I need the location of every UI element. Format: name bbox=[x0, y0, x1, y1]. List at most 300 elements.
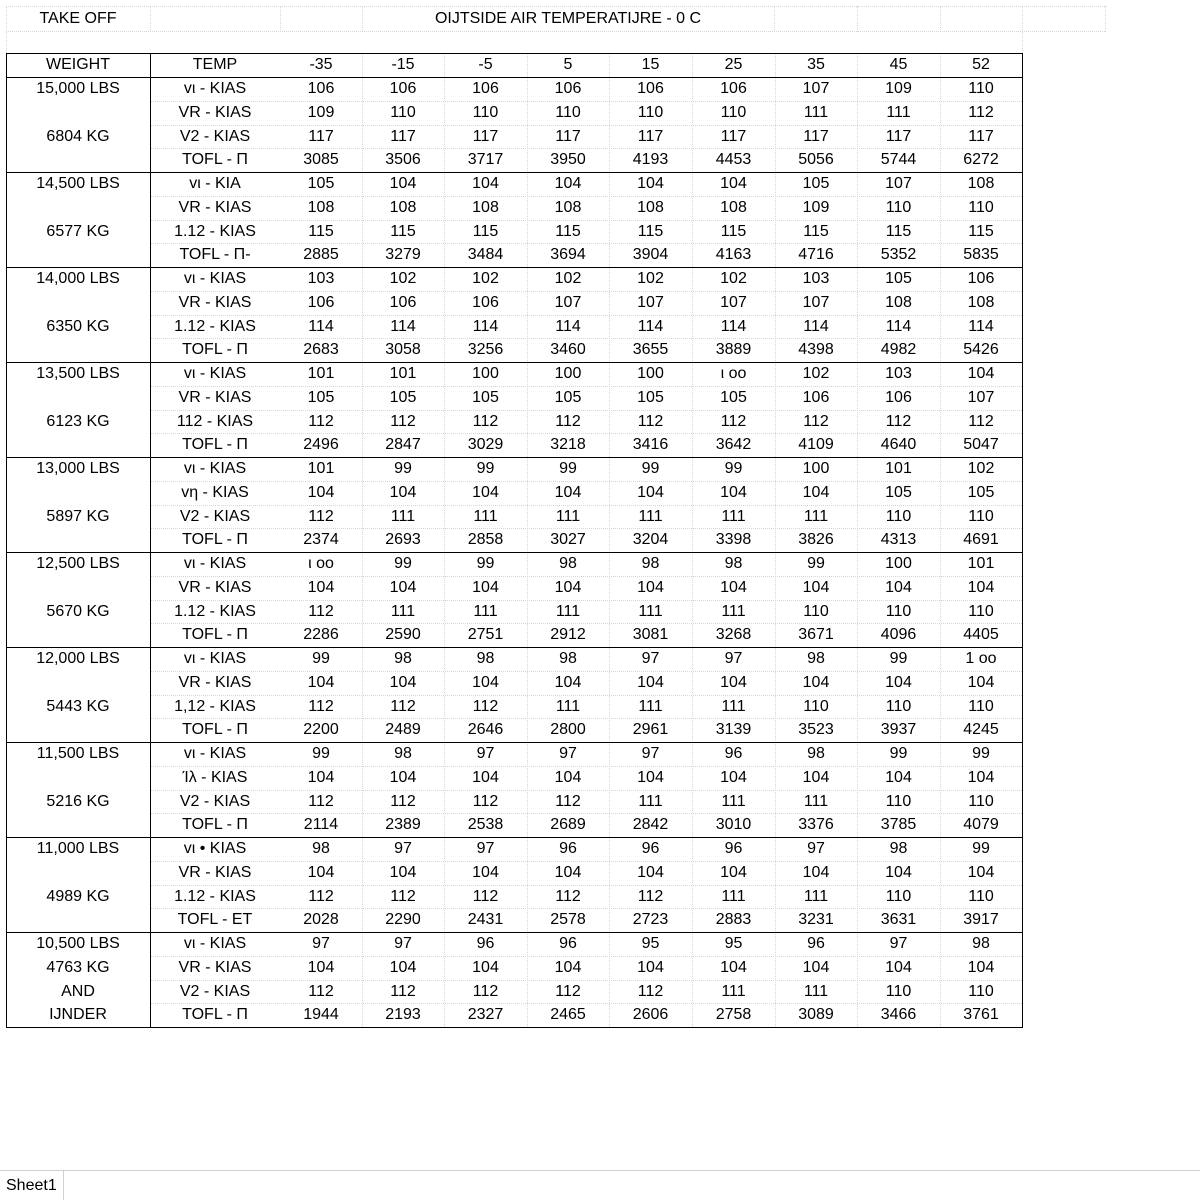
value-cell[interactable]: 97 bbox=[476, 745, 495, 762]
weight-cell[interactable]: 12,500 LBS bbox=[36, 555, 120, 572]
value-cell[interactable]: 104 bbox=[720, 863, 747, 881]
value-cell[interactable]: 104 bbox=[472, 673, 499, 691]
value-cell[interactable]: 114 bbox=[885, 317, 912, 335]
weight-cell[interactable]: 6804 KG bbox=[46, 127, 110, 145]
weight-cell[interactable]: 6123 KG bbox=[46, 412, 110, 430]
value-cell[interactable]: 3655 bbox=[632, 341, 669, 359]
value-cell[interactable]: 4405 bbox=[963, 626, 999, 644]
value-cell[interactable]: 99 bbox=[312, 745, 330, 762]
value-cell[interactable]: 104 bbox=[802, 863, 830, 881]
value-cell[interactable]: 3139 bbox=[715, 721, 752, 739]
weight-cell[interactable]: 12,000 LBS bbox=[36, 650, 120, 667]
value-cell[interactable]: 97 bbox=[394, 935, 412, 952]
value-cell[interactable]: 111 bbox=[390, 507, 416, 525]
value-cell[interactable]: 112 bbox=[390, 792, 416, 810]
value-cell[interactable]: 110 bbox=[968, 792, 994, 810]
value-cell[interactable]: 112 bbox=[555, 792, 581, 810]
value-cell[interactable]: 111 bbox=[803, 887, 829, 905]
value-cell[interactable]: 2114 bbox=[303, 816, 339, 834]
value-cell[interactable]: 5744 bbox=[880, 151, 917, 169]
value-cell[interactable]: 99 bbox=[889, 650, 908, 667]
value-cell[interactable]: 102 bbox=[389, 270, 417, 287]
value-cell[interactable]: 96 bbox=[476, 935, 495, 952]
value-cell[interactable]: 103 bbox=[802, 270, 830, 287]
value-cell[interactable]: 3231 bbox=[798, 911, 834, 929]
value-cell[interactable]: 112 bbox=[308, 792, 334, 810]
value-cell[interactable]: 4109 bbox=[798, 436, 834, 454]
value-cell[interactable]: 100 bbox=[885, 555, 912, 572]
value-cell[interactable]: 104 bbox=[472, 958, 499, 976]
value-cell[interactable]: 111 bbox=[721, 697, 746, 715]
value-cell[interactable]: 110 bbox=[885, 602, 912, 620]
value-cell[interactable]: 3279 bbox=[385, 246, 421, 264]
value-cell[interactable]: 96 bbox=[559, 935, 577, 952]
value-cell[interactable]: 112 bbox=[885, 412, 912, 430]
value-cell[interactable]: 2286 bbox=[303, 626, 339, 644]
value-cell[interactable]: 2961 bbox=[632, 721, 669, 739]
value-cell[interactable]: 3398 bbox=[715, 531, 752, 549]
value-cell[interactable]: 96 bbox=[641, 840, 660, 857]
speed-label-cell[interactable]: TOFL - Π- bbox=[179, 246, 251, 264]
value-cell[interactable]: 97 bbox=[312, 935, 330, 952]
value-cell[interactable]: 111 bbox=[886, 103, 911, 121]
value-cell[interactable]: 3466 bbox=[880, 1006, 917, 1024]
value-cell[interactable]: 3826 bbox=[798, 531, 834, 549]
value-cell[interactable]: 111 bbox=[638, 792, 663, 810]
value-cell[interactable]: 110 bbox=[968, 697, 994, 715]
value-cell[interactable]: 110 bbox=[720, 103, 747, 121]
weight-cell[interactable]: 6350 KG bbox=[46, 317, 110, 335]
speed-label-cell[interactable]: VR - KIAS bbox=[178, 578, 252, 596]
value-cell[interactable]: 110 bbox=[555, 103, 581, 121]
speed-label-cell[interactable]: TOFL - Π bbox=[182, 436, 248, 454]
value-cell[interactable]: 98 bbox=[807, 745, 825, 762]
value-cell[interactable]: 111 bbox=[721, 982, 746, 1000]
value-cell[interactable]: 2693 bbox=[385, 531, 421, 549]
value-cell[interactable]: 114 bbox=[720, 317, 747, 335]
value-cell[interactable]: 3204 bbox=[632, 531, 669, 549]
value-cell[interactable]: 105 bbox=[554, 388, 582, 406]
value-cell[interactable]: 111 bbox=[721, 602, 746, 620]
value-cell[interactable]: 104 bbox=[720, 673, 747, 691]
value-cell[interactable]: 97 bbox=[724, 650, 743, 667]
value-cell[interactable]: 3937 bbox=[880, 721, 917, 739]
value-cell[interactable]: 3694 bbox=[550, 246, 586, 264]
value-cell[interactable]: 2590 bbox=[385, 626, 421, 644]
value-cell[interactable]: 112 bbox=[308, 602, 334, 620]
value-cell[interactable]: 104 bbox=[554, 768, 582, 786]
value-cell[interactable]: 112 bbox=[637, 982, 664, 1000]
value-cell[interactable]: 114 bbox=[555, 317, 581, 335]
value-cell[interactable]: 112 bbox=[555, 412, 581, 430]
value-cell[interactable]: 107 bbox=[637, 293, 664, 311]
value-cell[interactable]: 105 bbox=[885, 483, 912, 501]
value-cell[interactable]: 3761 bbox=[963, 1006, 999, 1024]
weight-cell[interactable]: 6577 KG bbox=[46, 222, 110, 240]
speed-label-cell[interactable]: TOFL - Π bbox=[182, 721, 248, 739]
weight-cell[interactable]: 13,000 LBS bbox=[36, 460, 120, 477]
value-cell[interactable]: 117 bbox=[390, 127, 416, 145]
speed-label-cell[interactable]: vη - KIAS bbox=[181, 483, 249, 501]
value-cell[interactable]: 104 bbox=[389, 958, 417, 976]
value-cell[interactable]: 114 bbox=[472, 317, 499, 335]
value-cell[interactable]: 102 bbox=[802, 365, 830, 382]
value-cell[interactable]: 2858 bbox=[467, 531, 504, 549]
value-cell[interactable]: 112 bbox=[390, 887, 416, 905]
speed-label-cell[interactable]: V2 - KIAS bbox=[179, 127, 251, 145]
value-cell[interactable]: 105 bbox=[802, 175, 830, 192]
value-cell[interactable]: 5835 bbox=[963, 246, 999, 264]
value-cell[interactable]: 104 bbox=[967, 578, 995, 596]
value-cell[interactable]: 3917 bbox=[963, 911, 999, 929]
value-cell[interactable]: 4079 bbox=[963, 816, 999, 834]
weight-cell[interactable]: 5216 KG bbox=[46, 792, 110, 810]
value-cell[interactable]: 110 bbox=[637, 103, 664, 121]
weight-cell[interactable]: 11,500 LBS bbox=[36, 745, 120, 762]
value-cell[interactable]: 2646 bbox=[467, 721, 504, 739]
value-cell[interactable]: 2847 bbox=[385, 436, 421, 454]
value-cell[interactable]: 111 bbox=[473, 602, 498, 620]
speed-label-cell[interactable]: TOFL - Π bbox=[182, 816, 248, 834]
value-cell[interactable]: 2200 bbox=[303, 721, 339, 739]
value-cell[interactable]: 104 bbox=[637, 863, 664, 881]
weight-cell[interactable]: 15,000 LBS bbox=[36, 80, 120, 97]
value-cell[interactable]: 99 bbox=[476, 460, 495, 477]
value-cell[interactable]: 111 bbox=[555, 602, 581, 620]
value-cell[interactable]: 112 bbox=[390, 982, 416, 1000]
value-cell[interactable]: 112 bbox=[308, 507, 334, 525]
value-cell[interactable]: 104 bbox=[307, 768, 335, 786]
value-cell[interactable]: 114 bbox=[803, 317, 829, 335]
value-cell[interactable]: ι oo bbox=[720, 365, 747, 382]
value-cell[interactable]: 110 bbox=[885, 982, 912, 1000]
value-cell[interactable]: 104 bbox=[637, 175, 664, 192]
value-cell[interactable]: 115 bbox=[803, 222, 829, 240]
value-cell[interactable]: 104 bbox=[307, 483, 335, 501]
value-cell[interactable]: 2912 bbox=[550, 626, 586, 644]
value-cell[interactable]: 98 bbox=[559, 650, 577, 667]
value-cell[interactable]: 112 bbox=[308, 412, 334, 430]
speed-label-cell[interactable]: vι - KIAS bbox=[183, 365, 247, 382]
title-take-off[interactable]: TAKE OFF bbox=[39, 10, 117, 27]
speed-label-cell[interactable]: VR - KIAS bbox=[178, 293, 252, 311]
value-cell[interactable]: 108 bbox=[967, 175, 995, 192]
value-cell[interactable]: 2290 bbox=[385, 911, 421, 929]
value-cell[interactable]: 112 bbox=[637, 412, 664, 430]
value-cell[interactable]: 3268 bbox=[715, 626, 752, 644]
value-cell[interactable]: 108 bbox=[472, 198, 499, 216]
value-cell[interactable]: 108 bbox=[720, 198, 747, 216]
value-cell[interactable]: 104 bbox=[637, 768, 664, 786]
weight-cell[interactable]: AND bbox=[61, 982, 95, 1000]
value-cell[interactable]: 2465 bbox=[550, 1006, 586, 1024]
value-cell[interactable]: 102 bbox=[554, 270, 582, 287]
value-cell[interactable]: 112 bbox=[555, 982, 581, 1000]
value-cell[interactable]: 4096 bbox=[880, 626, 917, 644]
value-cell[interactable]: 100 bbox=[554, 365, 582, 382]
value-cell[interactable]: 99 bbox=[807, 555, 825, 572]
speed-label-cell[interactable]: V2 - KIAS bbox=[179, 507, 251, 525]
value-cell[interactable]: 99 bbox=[972, 745, 990, 762]
value-cell[interactable]: 99 bbox=[559, 460, 577, 477]
speed-label-cell[interactable]: TOFL - Π bbox=[182, 531, 248, 549]
value-cell[interactable]: 103 bbox=[307, 270, 335, 287]
value-cell[interactable]: 99 bbox=[394, 555, 412, 572]
value-cell[interactable]: 4163 bbox=[715, 246, 752, 264]
value-cell[interactable]: 111 bbox=[803, 507, 829, 525]
value-cell[interactable]: 114 bbox=[968, 317, 994, 335]
value-cell[interactable]: 3218 bbox=[550, 436, 586, 454]
value-cell[interactable]: 3889 bbox=[715, 341, 752, 359]
value-cell[interactable]: 111 bbox=[390, 602, 416, 620]
speed-label-cell[interactable]: Ίλ - KIAS bbox=[182, 768, 248, 786]
value-cell[interactable]: 104 bbox=[472, 768, 499, 786]
value-cell[interactable]: 111 bbox=[721, 507, 746, 525]
sheet-tab-sheet1[interactable]: Sheet1 bbox=[0, 1171, 64, 1200]
value-cell[interactable]: 2885 bbox=[303, 246, 339, 264]
value-cell[interactable]: 112 bbox=[968, 103, 994, 121]
value-cell[interactable]: 108 bbox=[307, 198, 335, 216]
weight-cell[interactable]: 4763 KG bbox=[46, 958, 110, 976]
value-cell[interactable]: 104 bbox=[802, 768, 830, 786]
value-cell[interactable]: 104 bbox=[720, 578, 747, 596]
value-cell[interactable]: 110 bbox=[472, 103, 499, 121]
value-cell[interactable]: 110 bbox=[968, 602, 994, 620]
value-cell[interactable]: 104 bbox=[967, 673, 995, 691]
value-cell[interactable]: 96 bbox=[807, 935, 825, 952]
value-cell[interactable]: 6272 bbox=[963, 151, 999, 169]
speed-label-cell[interactable]: VR - KIAS bbox=[178, 103, 252, 121]
value-cell[interactable]: 104 bbox=[389, 673, 417, 691]
value-cell[interactable]: 2578 bbox=[550, 911, 586, 929]
value-cell[interactable]: 102 bbox=[637, 270, 664, 287]
weight-cell[interactable]: IJNDER bbox=[49, 1006, 107, 1024]
value-cell[interactable]: 104 bbox=[637, 673, 664, 691]
value-cell[interactable]: 99 bbox=[641, 460, 660, 477]
value-cell[interactable]: 109 bbox=[885, 80, 912, 97]
speed-label-cell[interactable]: TOFL - ET bbox=[177, 911, 253, 929]
value-cell[interactable]: 104 bbox=[554, 483, 582, 501]
value-cell[interactable]: 104 bbox=[802, 578, 830, 596]
value-cell[interactable]: 4245 bbox=[963, 721, 999, 739]
value-cell[interactable]: 110 bbox=[968, 982, 994, 1000]
value-cell[interactable]: 104 bbox=[637, 578, 664, 596]
value-cell[interactable]: 112 bbox=[472, 982, 499, 1000]
value-cell[interactable]: 110 bbox=[968, 198, 994, 216]
value-cell[interactable]: 104 bbox=[389, 578, 417, 596]
speed-label-cell[interactable]: VR - KIAS bbox=[178, 388, 252, 406]
speed-label-cell[interactable]: vι - KIAS bbox=[183, 80, 247, 97]
value-cell[interactable]: 2431 bbox=[467, 911, 504, 929]
weight-cell[interactable]: 13,500 LBS bbox=[36, 365, 120, 382]
value-cell[interactable]: 108 bbox=[637, 198, 664, 216]
value-cell[interactable]: 111 bbox=[555, 697, 581, 715]
value-cell[interactable]: 104 bbox=[802, 673, 830, 691]
value-cell[interactable]: 110 bbox=[885, 792, 912, 810]
value-cell[interactable]: 3081 bbox=[632, 626, 669, 644]
value-cell[interactable]: 95 bbox=[724, 935, 743, 952]
value-cell[interactable]: 98 bbox=[312, 840, 330, 857]
value-cell[interactable]: 108 bbox=[554, 198, 582, 216]
value-cell[interactable]: 112 bbox=[472, 412, 499, 430]
value-cell[interactable]: 4716 bbox=[798, 246, 834, 264]
value-cell[interactable]: 95 bbox=[641, 935, 660, 952]
value-cell[interactable]: 112 bbox=[472, 697, 499, 715]
speed-label-cell[interactable]: TOFL - Π bbox=[182, 1006, 248, 1024]
value-cell[interactable]: 4982 bbox=[880, 341, 917, 359]
value-cell[interactable]: 104 bbox=[472, 578, 499, 596]
header-cell[interactable]: 15 bbox=[641, 56, 660, 73]
value-cell[interactable]: 110 bbox=[885, 198, 912, 216]
weight-cell[interactable]: 5443 KG bbox=[46, 697, 110, 715]
value-cell[interactable]: 112 bbox=[555, 887, 581, 905]
value-cell[interactable]: 106 bbox=[720, 80, 747, 97]
value-cell[interactable]: 2689 bbox=[550, 816, 586, 834]
weight-cell[interactable]: 5670 KG bbox=[46, 602, 110, 620]
value-cell[interactable]: 110 bbox=[968, 507, 994, 525]
value-cell[interactable]: 110 bbox=[803, 697, 829, 715]
value-cell[interactable]: 99 bbox=[972, 840, 990, 857]
value-cell[interactable]: 3256 bbox=[467, 341, 504, 359]
value-cell[interactable]: 106 bbox=[554, 80, 582, 97]
speed-label-cell[interactable]: 1,12 - KIAS bbox=[174, 697, 256, 715]
value-cell[interactable]: 96 bbox=[559, 840, 577, 857]
value-cell[interactable]: 106 bbox=[307, 80, 335, 97]
weight-cell[interactable]: 10,500 LBS bbox=[36, 935, 120, 952]
value-cell[interactable]: 111 bbox=[638, 507, 663, 525]
value-cell[interactable]: 112 bbox=[637, 887, 664, 905]
value-cell[interactable]: 104 bbox=[885, 673, 912, 691]
value-cell[interactable]: 114 bbox=[637, 317, 664, 335]
value-cell[interactable]: 2723 bbox=[632, 911, 669, 929]
value-cell[interactable]: 106 bbox=[472, 293, 499, 311]
value-cell[interactable]: 4691 bbox=[963, 531, 999, 549]
value-cell[interactable]: 111 bbox=[555, 507, 581, 525]
speed-label-cell[interactable]: 112 - KIAS bbox=[176, 412, 254, 430]
value-cell[interactable]: 5056 bbox=[798, 151, 834, 169]
value-cell[interactable]: 2800 bbox=[550, 721, 586, 739]
value-cell[interactable]: 107 bbox=[802, 80, 830, 97]
value-cell[interactable]: 4398 bbox=[798, 341, 834, 359]
value-cell[interactable]: 107 bbox=[802, 293, 830, 311]
value-cell[interactable]: 104 bbox=[720, 768, 747, 786]
value-cell[interactable]: 99 bbox=[724, 460, 743, 477]
value-cell[interactable]: 99 bbox=[889, 745, 908, 762]
speed-label-cell[interactable]: V2 - KIAS bbox=[179, 982, 251, 1000]
value-cell[interactable]: 4453 bbox=[715, 151, 752, 169]
value-cell[interactable]: 3484 bbox=[467, 246, 504, 264]
value-cell[interactable]: 115 bbox=[968, 222, 994, 240]
value-cell[interactable]: 3717 bbox=[467, 151, 504, 169]
value-cell[interactable]: 112 bbox=[803, 412, 829, 430]
title-outside-air-temperature[interactable]: OIJTSIDE AIR TEMPERATIJRE - 0 C bbox=[434, 10, 702, 27]
value-cell[interactable]: 117 bbox=[472, 127, 499, 145]
value-cell[interactable]: 3904 bbox=[632, 246, 669, 264]
value-cell[interactable]: 114 bbox=[390, 317, 416, 335]
speed-label-cell[interactable]: TOFL - Π bbox=[182, 341, 248, 359]
value-cell[interactable]: 110 bbox=[803, 602, 829, 620]
header-cell[interactable]: WEIGHT bbox=[46, 56, 110, 73]
value-cell[interactable]: 100 bbox=[802, 460, 830, 477]
value-cell[interactable]: 105 bbox=[307, 175, 335, 192]
value-cell[interactable]: 2683 bbox=[303, 341, 339, 359]
value-cell[interactable]: 107 bbox=[885, 175, 912, 192]
header-cell[interactable]: -5 bbox=[478, 56, 493, 73]
value-cell[interactable]: 4193 bbox=[632, 151, 669, 169]
value-cell[interactable]: 3089 bbox=[798, 1006, 834, 1024]
value-cell[interactable]: 1 oo bbox=[965, 650, 997, 667]
value-cell[interactable]: 104 bbox=[885, 768, 912, 786]
value-cell[interactable]: 97 bbox=[889, 935, 908, 952]
value-cell[interactable]: 3460 bbox=[550, 341, 586, 359]
value-cell[interactable]: 104 bbox=[554, 578, 582, 596]
value-cell[interactable]: 112 bbox=[968, 412, 994, 430]
weight-cell[interactable]: 14,000 LBS bbox=[36, 270, 120, 287]
value-cell[interactable]: 105 bbox=[967, 483, 995, 501]
value-cell[interactable]: 97 bbox=[559, 745, 577, 762]
value-cell[interactable]: 104 bbox=[472, 483, 499, 501]
value-cell[interactable]: 2751 bbox=[467, 626, 504, 644]
header-cell[interactable]: 45 bbox=[889, 56, 908, 73]
value-cell[interactable]: 104 bbox=[389, 768, 417, 786]
value-cell[interactable]: 4640 bbox=[880, 436, 917, 454]
value-cell[interactable]: 100 bbox=[637, 365, 664, 382]
speed-label-cell[interactable]: TOFL - Π bbox=[182, 151, 248, 169]
value-cell[interactable]: 100 bbox=[472, 365, 499, 382]
value-cell[interactable]: 104 bbox=[389, 483, 417, 501]
value-cell[interactable]: 96 bbox=[724, 745, 743, 762]
value-cell[interactable]: 3671 bbox=[798, 626, 834, 644]
value-cell[interactable]: 98 bbox=[476, 650, 495, 667]
speed-label-cell[interactable]: vι - KIAS bbox=[183, 745, 247, 762]
value-cell[interactable]: 97 bbox=[641, 745, 660, 762]
value-cell[interactable]: 2758 bbox=[715, 1006, 752, 1024]
value-cell[interactable]: 112 bbox=[390, 697, 416, 715]
value-cell[interactable]: 104 bbox=[885, 958, 912, 976]
value-cell[interactable]: 2374 bbox=[303, 531, 339, 549]
value-cell[interactable]: 98 bbox=[394, 650, 412, 667]
value-cell[interactable]: 102 bbox=[472, 270, 499, 287]
value-cell[interactable]: 2389 bbox=[385, 816, 421, 834]
value-cell[interactable]: 115 bbox=[555, 222, 581, 240]
header-cell[interactable]: TEMP bbox=[192, 56, 238, 73]
value-cell[interactable]: 117 bbox=[720, 127, 747, 145]
value-cell[interactable]: 3010 bbox=[715, 816, 752, 834]
value-cell[interactable]: 104 bbox=[885, 863, 912, 881]
header-cell[interactable]: -15 bbox=[391, 56, 415, 73]
value-cell[interactable]: 110 bbox=[885, 697, 912, 715]
value-cell[interactable]: 106 bbox=[637, 80, 664, 97]
value-cell[interactable]: 104 bbox=[307, 863, 335, 881]
value-cell[interactable]: 104 bbox=[802, 483, 830, 501]
value-cell[interactable]: 98 bbox=[972, 935, 990, 952]
value-cell[interactable]: 104 bbox=[802, 958, 830, 976]
value-cell[interactable]: 105 bbox=[472, 388, 499, 406]
value-cell[interactable]: 111 bbox=[638, 697, 663, 715]
value-cell[interactable]: 117 bbox=[885, 127, 912, 145]
value-cell[interactable]: 2842 bbox=[632, 816, 669, 834]
value-cell[interactable]: 3523 bbox=[798, 721, 834, 739]
value-cell[interactable]: 108 bbox=[885, 293, 912, 311]
value-cell[interactable]: 3785 bbox=[880, 816, 917, 834]
value-cell[interactable]: 106 bbox=[967, 270, 995, 287]
value-cell[interactable]: 107 bbox=[720, 293, 747, 311]
speed-label-cell[interactable]: 1.12 - KIAS bbox=[174, 602, 256, 620]
value-cell[interactable]: 104 bbox=[967, 863, 995, 881]
value-cell[interactable]: 101 bbox=[885, 460, 912, 477]
value-cell[interactable]: 104 bbox=[554, 958, 582, 976]
value-cell[interactable]: 2883 bbox=[715, 911, 752, 929]
